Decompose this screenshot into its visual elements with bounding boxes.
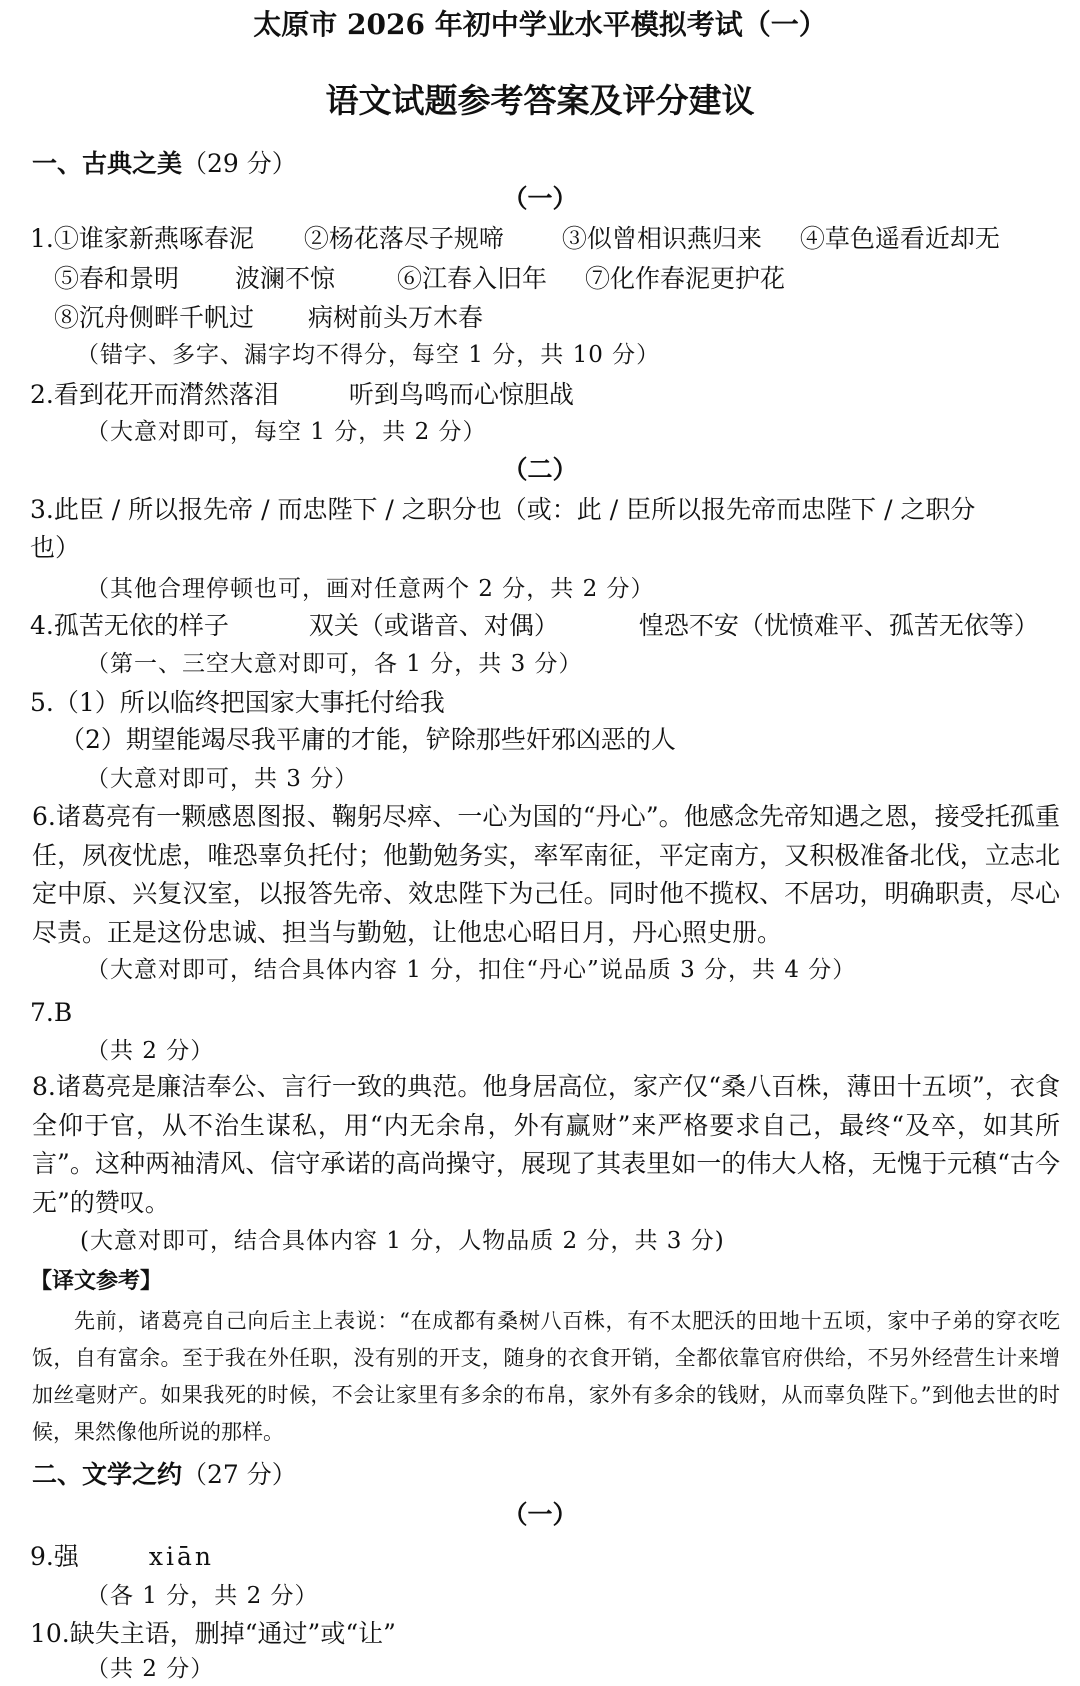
q10-answer: 10.缺失主语，删掉“通过”或“让” [30, 1619, 396, 1648]
q5-answer: （2）期望能竭尽我平庸的才能，铲除那些奸邪凶恶的人 [60, 725, 676, 754]
q8-answer: 8.诸葛亮是廉洁奉公、言行一致的典范。他身居高位，家产仅“桑八百株，薄田十五顷”，衣食全仰于官，从不治生谋私，用“内无余帛，外有赢财”来严格要求自己，最终“及卒，如其所言”。这种两袖清风、信守承诺的高尚操守，展现了其表里如一的伟大人格，无愧于元稹“古今无”的赞叹。 [32, 1072, 1060, 1217]
translation-text: 先前，诸葛亮自己向后主上表说：“在成都有桑树八百株，有不太肥沃的田地十五顷，家中子弟的穿衣吃饭，自有富余。至于我在外任职，没有别的开支，随身的衣食开销，全都依靠官府供给，不另外经营生计来增加丝毫财产。如果我死的时候，不会让家里有多余的布帛，家外有多余的钱财，从而辜负陛下。”到他去世的时候，果然像他所说的那样。 [32, 1309, 1060, 1444]
translation-heading: 【译文参考】 [30, 1268, 163, 1294]
q1-blank: ⑥江春入旧年 [397, 264, 548, 293]
section-score: （27 分） [182, 1460, 297, 1489]
scoring-note: (大意对即可，结合具体内容 1 分，人物品质 2 分，共 3 分) [80, 1228, 725, 1254]
scoring-note: （大意对即可，每空 1 分，共 2 分） [86, 419, 487, 445]
q9-answer [30, 1540, 214, 1574]
q6-answer: 6.诸葛亮有一颗感恩图报、鞠躬尽瘁、一心为国的“丹心”。他感念先帝知遇之恩，接受托孤重任，夙夜忧虑，唯恐辜负托付；他勤勉务实，率军南征，平定南方，又积极准备北伐，立志北定中原、兴复汉室，以报答先帝、效忠陛下为己任。同时他不揽权、不居功，明确职责，尽心尽责。正是这份忠诚、担当与勤勉，让他忠心昭日月，丹心照史册。 [32, 802, 1060, 947]
section-title: 一、古典之美 [32, 149, 183, 178]
q1-answer-row [54, 301, 483, 335]
section-score: （29 分） [182, 149, 297, 178]
q1-blank: 1.①谁家新燕啄春泥 [30, 224, 254, 253]
q4-blank: 4.孤苦无依的样子 [30, 611, 229, 640]
q9-blank: 9.强 [30, 1542, 79, 1571]
exam-title: 太原市 2026 年初中学业水平模拟考试（一） [253, 8, 827, 41]
q1-blank: 波澜不惊 [235, 264, 336, 293]
scoring-note: （错字、多字、漏字均不得分，每空 1 分，共 10 分） [76, 342, 661, 368]
q1-blank: ⑧沉舟侧畔千帆过 [54, 303, 255, 332]
q5-answer: 5.（1）所以临终把国家大事托付给我 [30, 688, 445, 717]
q1-blank: ⑤春和景明 [54, 264, 180, 293]
q7-answer: 7.B [30, 998, 73, 1027]
q1-answer-row [30, 222, 1000, 256]
q1-blank: 病树前头万木春 [308, 303, 484, 332]
part-label: （二） [502, 455, 578, 484]
scoring-note: （第一、三空大意对即可，各 1 分，共 3 分） [86, 651, 583, 677]
scoring-note: （共 2 分） [86, 1656, 215, 1682]
part-label: （一） [502, 184, 578, 213]
scoring-note: （各 1 分，共 2 分） [86, 1583, 319, 1609]
q3-answer: 3.此臣 / 所以报先帝 / 而忠陛下 / 之职分也（或：此 / 臣所以报先帝而忠陛下 / 之职分 [30, 495, 976, 524]
scoring-note: （共 2 分） [86, 1038, 215, 1064]
q2-blank: 听到鸟鸣而心惊胆战 [348, 380, 574, 409]
document-title: 语文试题参考答案及评分建议 [325, 81, 755, 120]
q1-blank: ②杨花落尽子规啼 [303, 224, 504, 253]
q2-blank: 2.看到花开而潸然落泪 [30, 380, 279, 409]
q4-blank: 惶恐不安（忧愤难平、孤苦无依等） [638, 611, 1039, 640]
scoring-note: （大意对即可，结合具体内容 1 分，扣住“丹心”说品质 3 分，共 4 分） [86, 957, 857, 983]
scoring-note: （大意对即可，共 3 分） [86, 766, 359, 792]
part-label: （一） [502, 1500, 578, 1529]
section-title: 二、文学之约 [32, 1460, 183, 1489]
q3-answer-cont: 也） [30, 533, 81, 562]
section-heading [32, 1458, 297, 1492]
q1-blank: ④草色遥看近却无 [799, 224, 1000, 253]
q1-blank: ③似曾相识燕归来 [561, 224, 762, 253]
q2-answer [30, 378, 574, 412]
q4-answer [30, 609, 1039, 643]
q9-blank: xiān [148, 1542, 214, 1571]
q1-answer-row [54, 262, 785, 296]
q4-blank: 双关（或谐音、对偶） [308, 611, 559, 640]
scoring-note: （其他合理停顿也可，画对任意两个 2 分，共 2 分） [86, 576, 655, 602]
q1-blank: ⑦化作春泥更护花 [585, 264, 786, 293]
section-heading [32, 147, 297, 181]
